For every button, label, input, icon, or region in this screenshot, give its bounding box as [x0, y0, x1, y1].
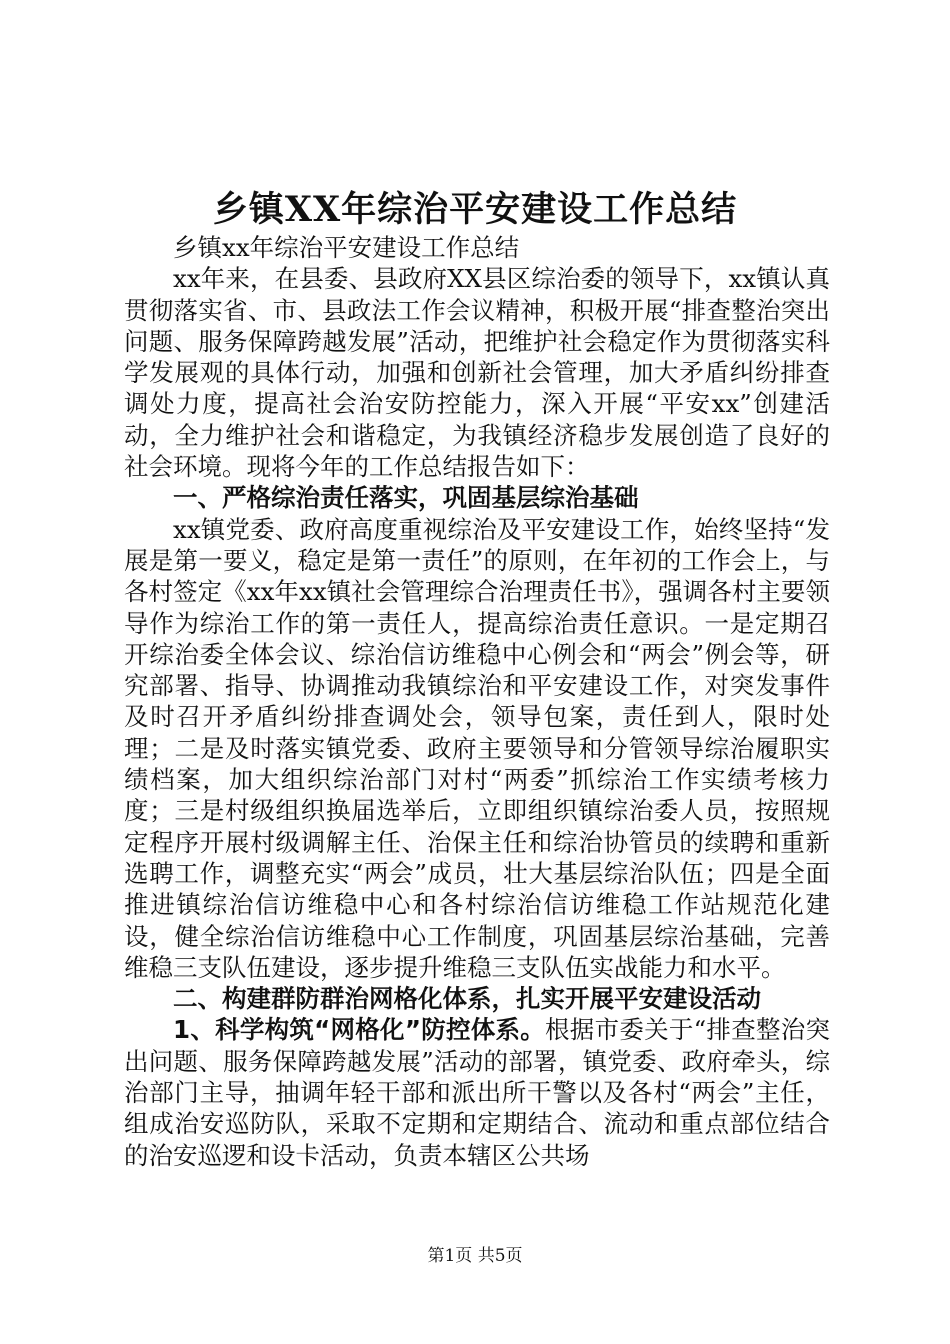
document-body: [124, 232, 830, 1171]
section-heading-1: 一、严格综治责任落实，巩固基层综治基础: [173, 483, 639, 513]
section-1-paragraph: xx镇党委、政府高度重视综治及平安建设工作，始终坚持“发展是第一要义，稳定是第一责任”的原则，在年初的工作会上，与各村签定《xx年xx镇社会管理综合治理责任书》，强调各村主要领导作为综治工作的第一责任人，提高综治责任意识。一是定期召开综治委全体会议、综治信访维稳中心例会和“两会”例会等，研究部署、指导、协调推动我镇综治和平安建设工作，对突发事件及时召开矛盾纠纷排查调处会，领导包案，责任到人，限时处理；二是及时落实镇党委、政府主要领导和分管领导综治履职实绩档案，加大组织综治部门对村“两委”抓综治工作实绩考核力度；三是村级组织换届选举后，立即组织镇综治委人员，按照规定程序开展村级调解主任、治保主任和综治协管员的续聘和重新选聘工作，调整充实“两会”成员，壮大基层综治队伍；四是全面推进镇综治信访维稳中心和各村综治信访维稳工作站规范化建设，健全综治信访维稳中心工作制度，巩固基层综治基础，完善维稳三支队伍建设，逐步提升维稳三支队伍实战能力和水平。: [124, 514, 831, 982]
section-2-paragraph: [124, 1014, 830, 1170]
section-heading-2: 二、构建群防群治网格化体系，扎实开展平安建设活动: [173, 984, 761, 1014]
intro-paragraph: xx年来，在县委、县政府XX县区综治委的领导下，xx镇认真贯彻落实省、市、县政法工作会议精神，积极开展“排查整治突出问题、服务保障跨越发展”活动，把维护社会稳定作为贯彻落实科学发展观的具体行动，加强和创新社会管理，加大矛盾纠纷排查调处力度，提高社会治安防控能力，深入开展“平安xx”创建活动，全力维护社会和谐稳定，为我镇经济稳步发展创造了良好的社会环境。现将今年的工作总结报告如下：: [124, 264, 830, 482]
page-footer: 第1页 共5页: [427, 1246, 523, 1266]
section-2-lead: 1、科学构筑“网格化”防控体系。: [173, 1015, 546, 1045]
document-title: 乡镇XX年综治平安建设工作总结: [212, 189, 738, 230]
subtitle-line: 乡镇xx年综治平安建设工作总结: [173, 233, 520, 262]
section-2-body: 根据市委关于“排查整治突出问题、服务保障跨越发展”活动的部署，镇党委、政府牵头，综治部门主导，抽调年轻干部和派出所干警以及各村“两会”主任，组成治安巡防队，采取不定期和定期结合、流动和重点部位结合的治安巡逻和设卡活动，负责本辖区公共场: [124, 1015, 830, 1170]
